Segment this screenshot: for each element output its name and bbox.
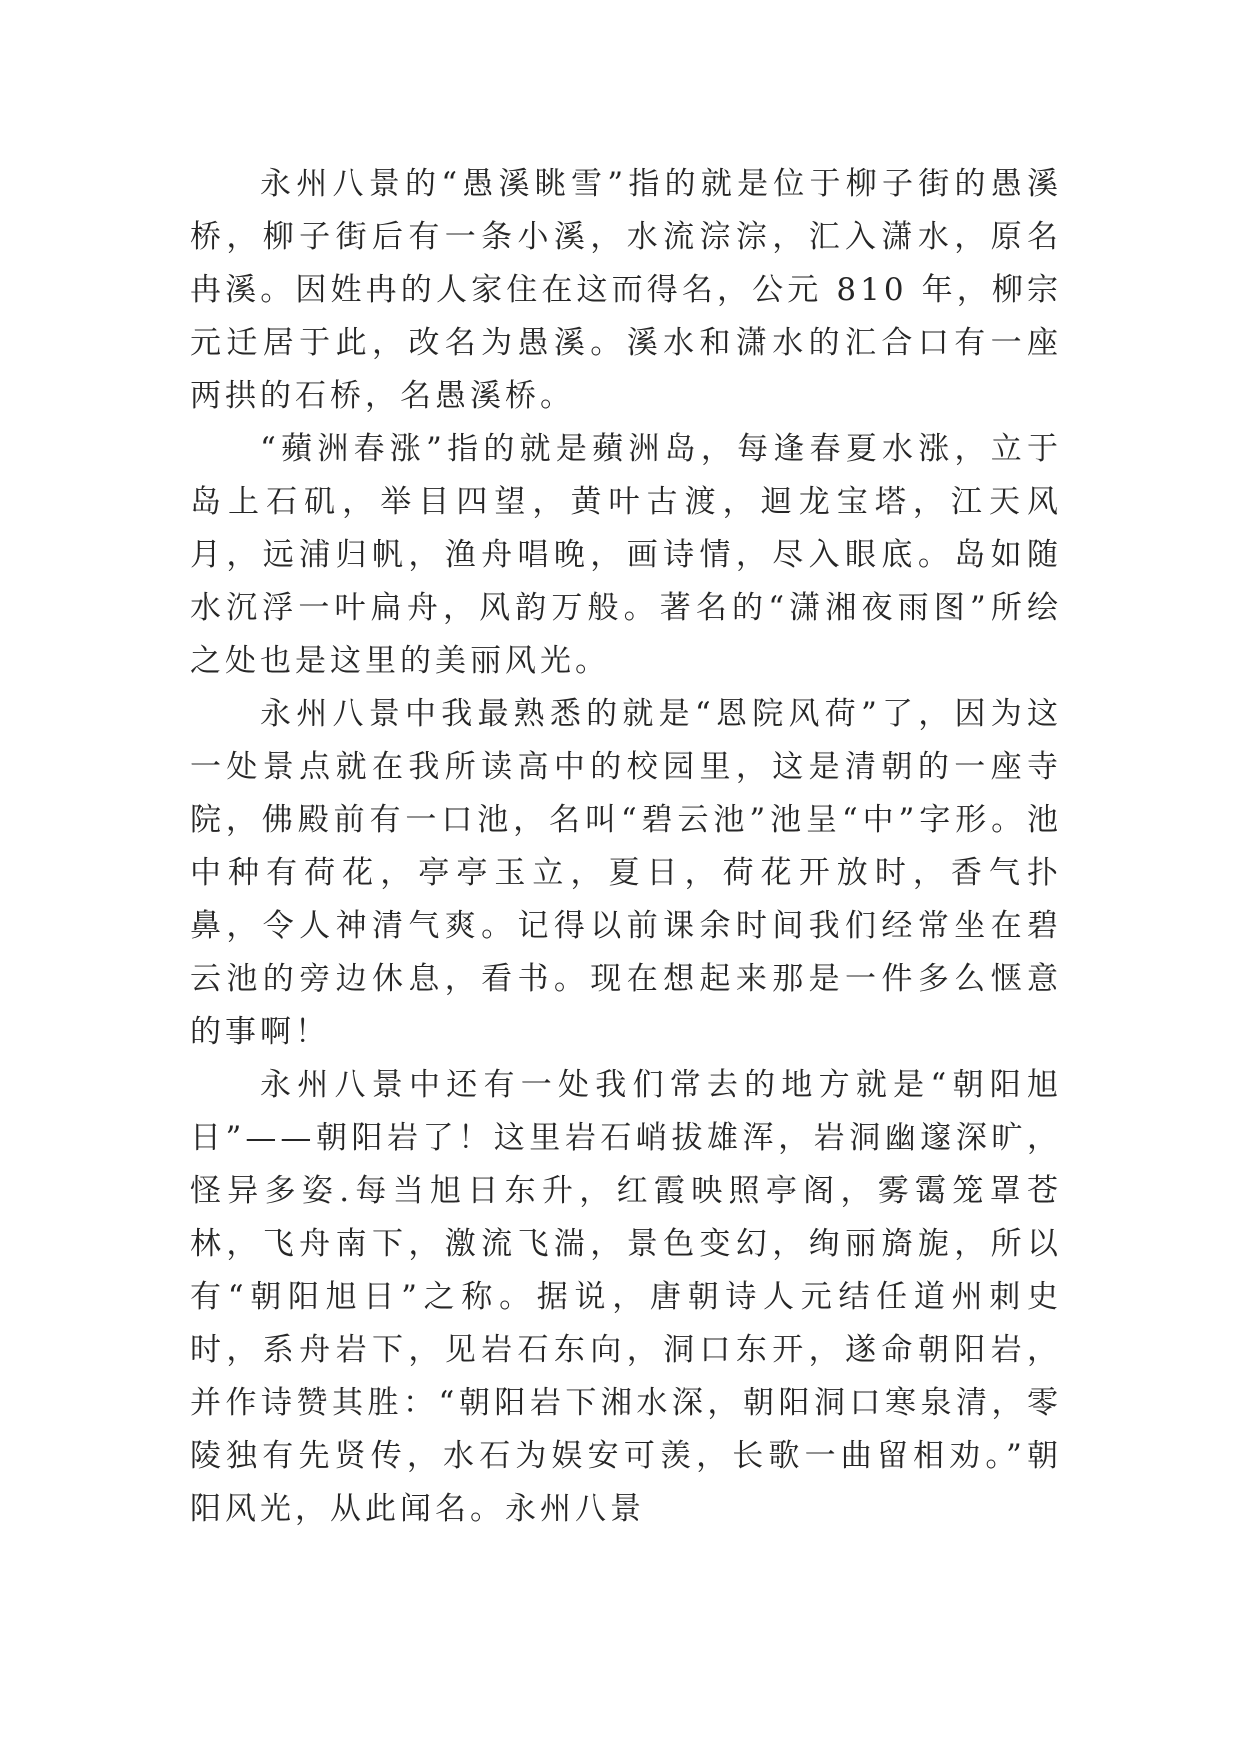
- document-body: [190, 158, 1062, 1536]
- paragraph-pingzhou: “蘋洲春涨”指的就是蘋洲岛，每逢春夏水涨，立于岛上石矶，举目四望，黄叶古渡，迴龙宝塔，江天风月，远浦归帆，渔舟唱晚，画诗情，尽入眼底。岛如随水沉浮一叶扁舟，风韵万般。著名的“潇湘夜雨图”所绘之处也是这里的美丽风光。: [190, 431, 1062, 679]
- paragraph-enyuan: 永州八景中我最熟悉的就是“恩院风荷”了，因为这一处景点就在我所读高中的校园里，这是清朝的一座寺院，佛殿前有一口池，名叫“碧云池”池呈“中”字形。池中种有荷花，亭亭玉立，夏日，荷花开放时，香气扑鼻，令人神清气爽。记得以前课余时间我们经常坐在碧云池的旁边休息，看书。现在想起来那是一件多么惬意的事啊！: [190, 696, 1062, 1050]
- paragraph-chaoyang: 永州八景中还有一处我们常去的地方就是“朝阳旭日”——朝阳岩了！这里岩石峭拔雄浑，岩洞幽邃深旷，怪异多姿.每当旭日东升，红霞映照亭阁，雾霭笼罩苍林，飞舟南下，激流飞湍，景色变幻，绚丽旖旎，所以有“朝阳旭日”之称。据说，唐朝诗人元结任道州刺史时，系舟岩下，见岩石东向，洞口东开，遂命朝阳岩，并作诗赞其胜：“朝阳岩下湘水深，朝阳洞口寒泉清，零陵独有先贤传，水石为娱安可羡，长歌一曲留相劝。”朝阳风光，从此闻名。永州八景: [190, 1067, 1062, 1527]
- paragraph-yuxi: 永州八景的“愚溪眺雪”指的就是位于柳子街的愚溪桥，柳子街后有一条小溪，水流淙淙，汇入潇水，原名冉溪。因姓冉的人家住在这而得名，公元 810 年，柳宗元迁居于此，改名为愚溪。溪水和潇水的汇合口有一座两拱的石桥，名愚溪桥。: [190, 166, 1062, 414]
